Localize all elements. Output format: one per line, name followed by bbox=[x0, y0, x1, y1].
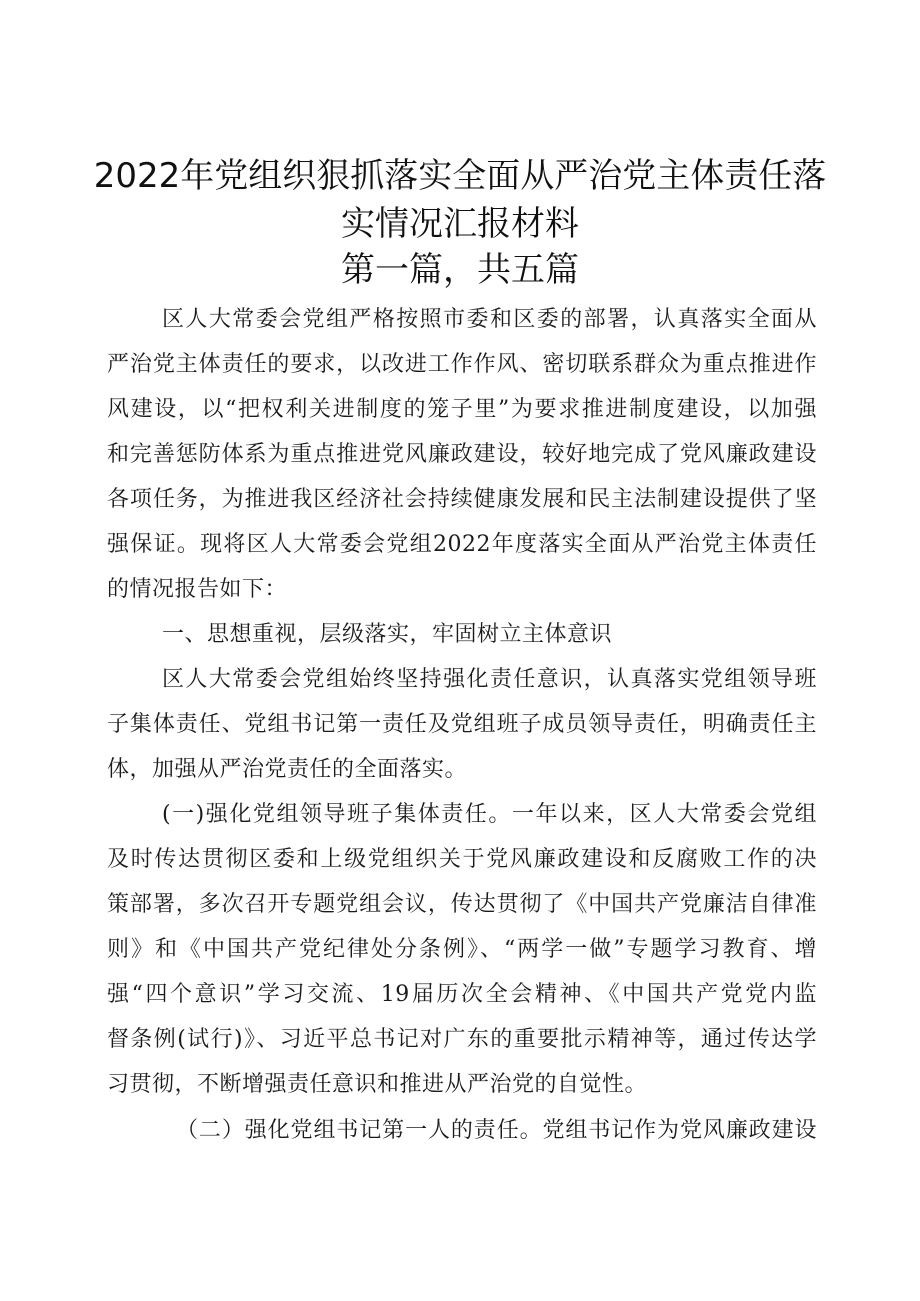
paragraph-3-line: 及时传达贯彻区委和上级党组织关于党风廉政建设和反腐败工作的决 bbox=[107, 847, 817, 872]
paragraph-1-line: 强保证。现将区人大常委会党组2022年度落实全面从严治党主体责任 bbox=[107, 532, 817, 557]
paragraph-3-line: 习贯彻，不断增强责任意识和推进从严治党的自觉性。 bbox=[107, 1072, 648, 1097]
paragraph-1-line: 严治党主体责任的要求，以改进工作作风、密切联系群众为重点推进作 bbox=[107, 352, 817, 377]
paragraph-3-line: 强“四个意识”学习交流、19届历次全会精神、《中国共产党党内监 bbox=[107, 982, 817, 1007]
document-title-line-2: 实情况汇报材料 bbox=[341, 204, 579, 244]
paragraph-1-line: 的情况报告如下： bbox=[107, 577, 288, 602]
paragraph-3-line: (一)强化党组领导班子集体责任。一年以来，区人大常委会党组 bbox=[162, 802, 817, 827]
document-title-line-1: 2022年党组织狠抓落实全面从严治党主体责任落 bbox=[93, 156, 827, 196]
paragraph-1-line: 各项任务，为推进我区经济社会持续健康发展和民主法制建设提供了坚 bbox=[107, 487, 817, 512]
paragraph-3-line: 则》和《中国共产党纪律处分条例》、“两学一做”专题学习教育、增 bbox=[107, 937, 817, 962]
paragraph-3-line: 督条例(试行)》、习近平总书记对广东的重要批示精神等，通过传达学 bbox=[107, 1027, 817, 1052]
paragraph-1-line: 区人大常委会党组严格按照市委和区委的部署，认真落实全面从 bbox=[162, 307, 817, 332]
section-heading-1: 一、思想重视，层级落实，牢固树立主体意识 bbox=[162, 622, 613, 647]
paragraph-4-line: （二）强化党组书记第一人的责任。党组书记作为党风廉政建设 bbox=[176, 1118, 817, 1143]
paragraph-2-line: 子集体责任、党组书记第一责任及党组班子成员领导责任，明确责任主 bbox=[107, 712, 817, 737]
paragraph-1-line: 和完善惩防体系为重点推进党风廉政建设，较好地完成了党风廉政建设 bbox=[107, 442, 817, 467]
document-subtitle: 第一篇，共五篇 bbox=[341, 250, 579, 290]
paragraph-3-line: 策部署，多次召开专题党组会议，传达贯彻了《中国共产党廉洁自律准 bbox=[107, 892, 817, 917]
paragraph-2-line: 体，加强从严治党责任的全面落实。 bbox=[107, 757, 468, 782]
paragraph-2-line: 区人大常委会党组始终坚持强化责任意识，认真落实党组领导班 bbox=[162, 667, 817, 692]
paragraph-1-line: 风建设，以“把权利关进制度的笼子里”为要求推进制度建设，以加强 bbox=[107, 397, 817, 422]
